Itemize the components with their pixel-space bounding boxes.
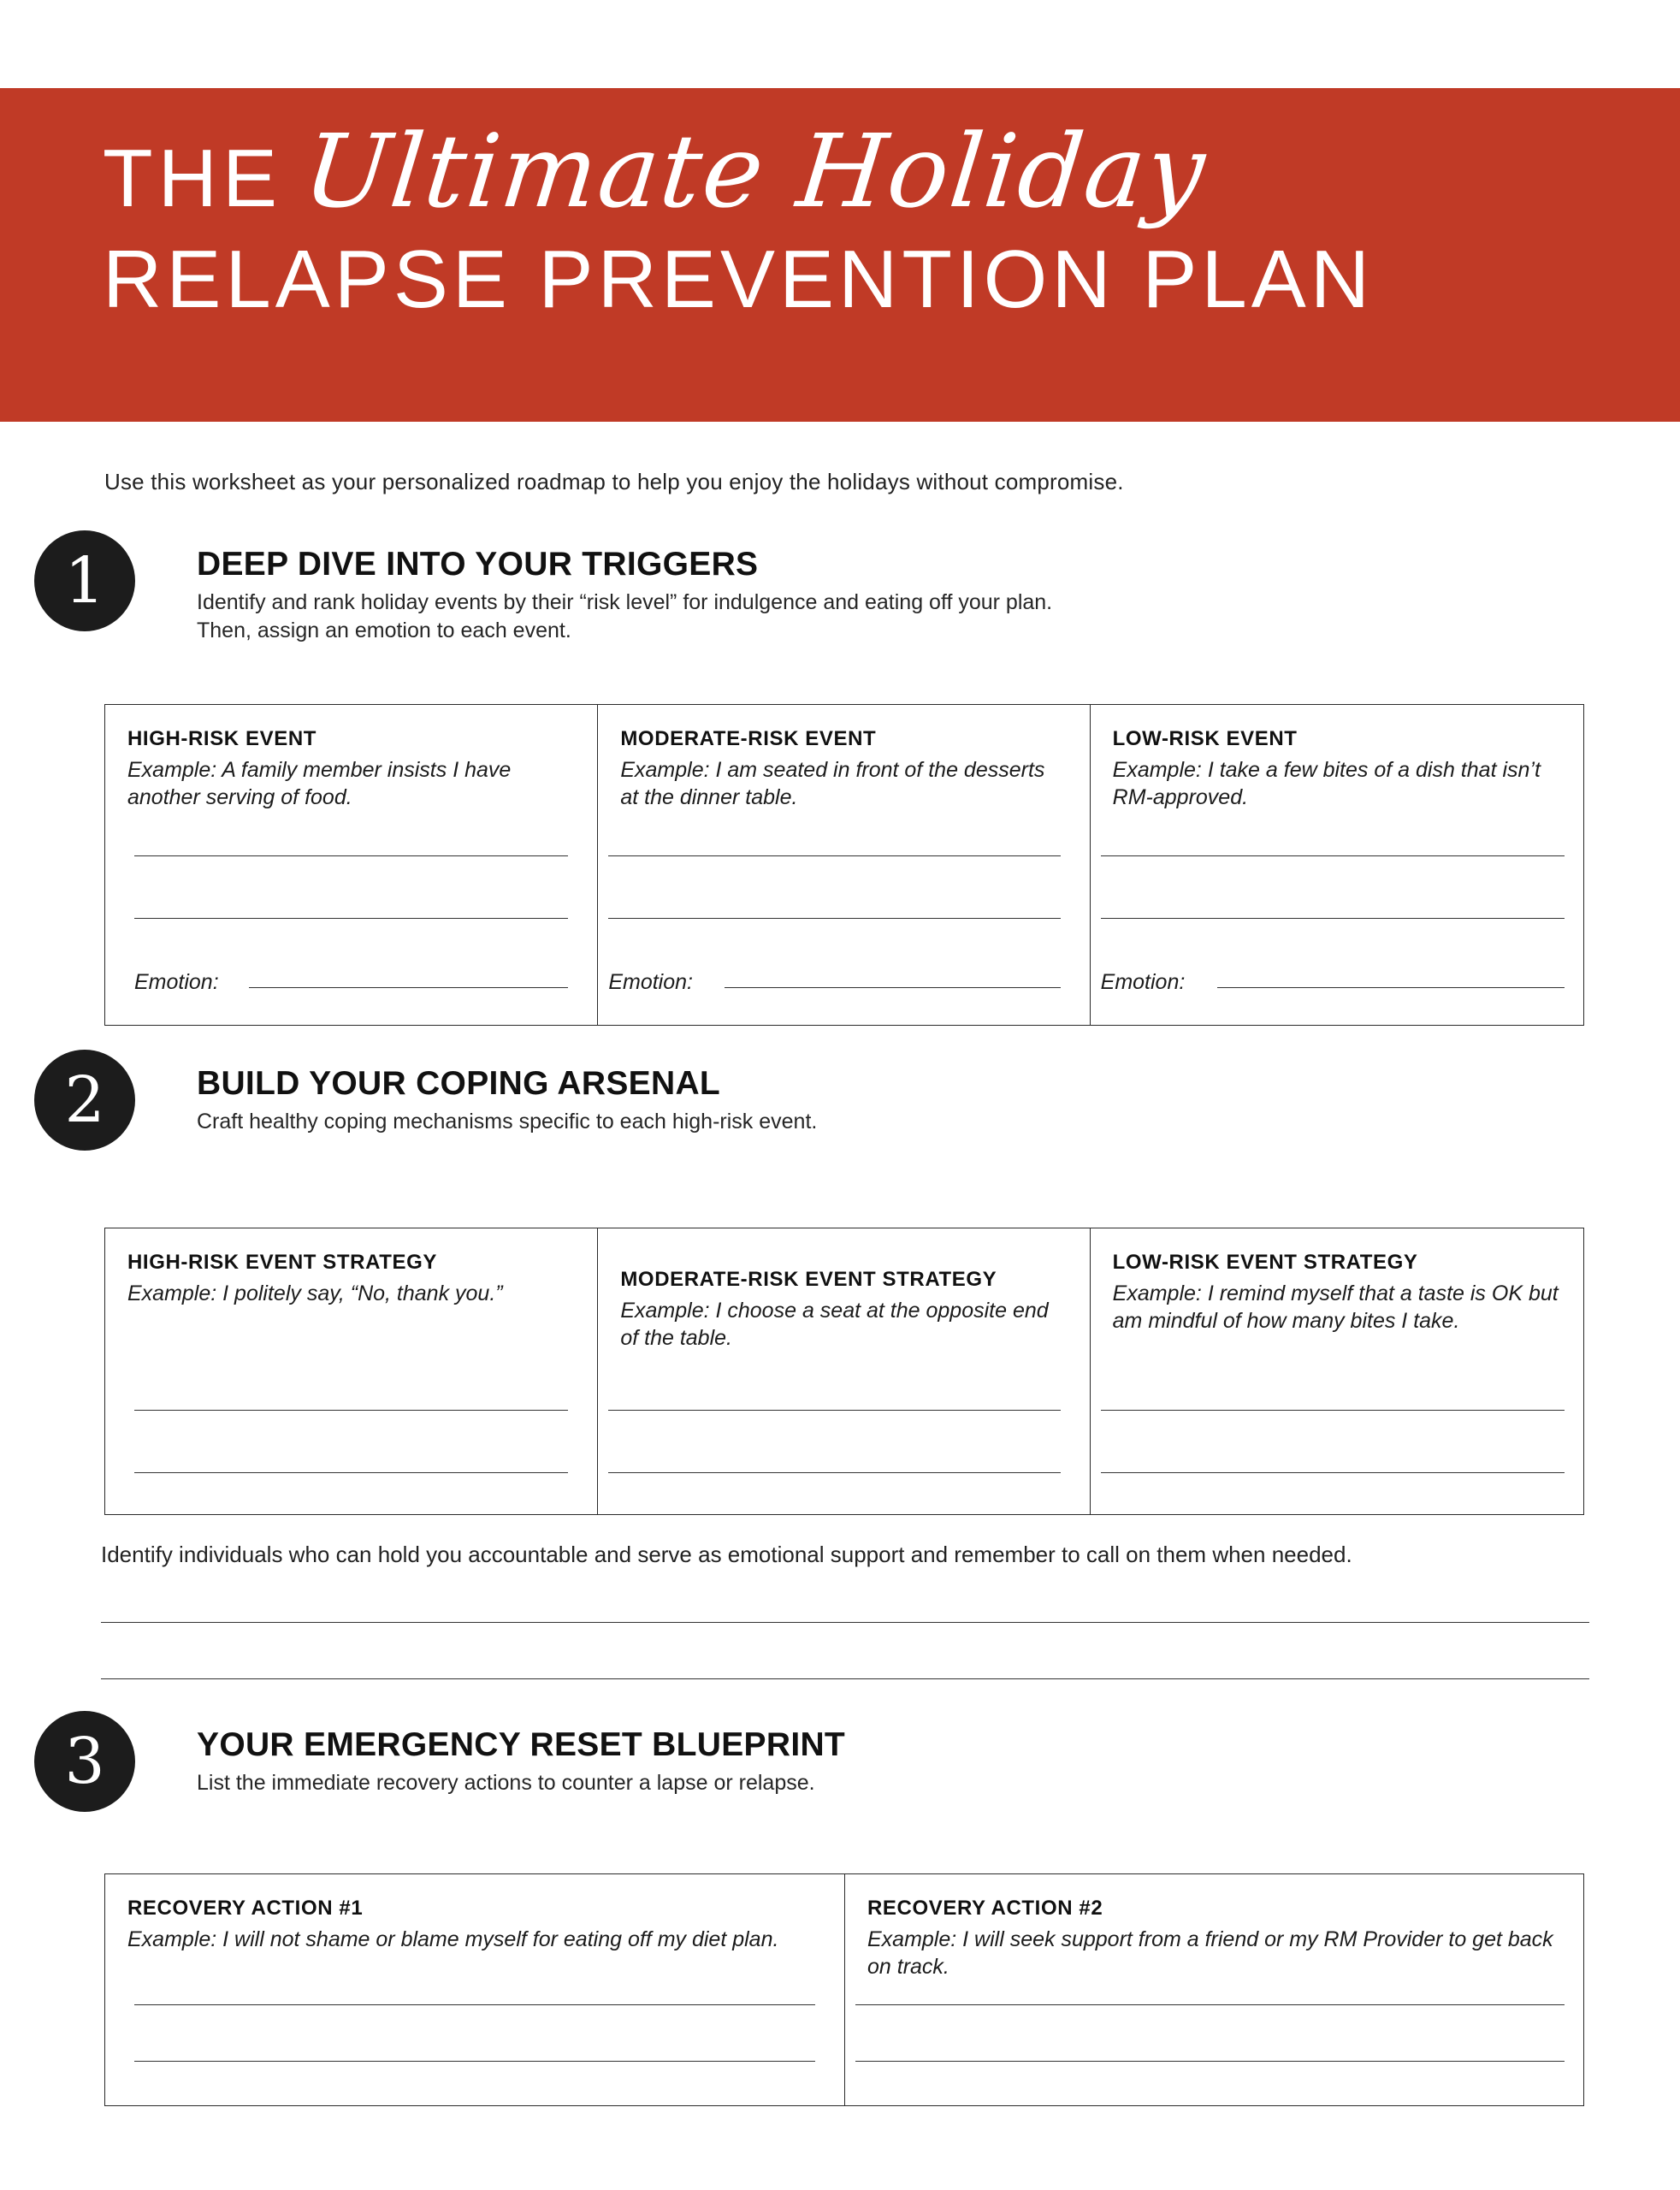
recovery-action-2-cell [844, 1874, 1583, 2105]
section-1-subtitle-line-1: Identify and rank holiday events by their “risk level” for indulgence and eating off your plan. [197, 590, 1053, 614]
section-1-box-row [104, 704, 1584, 1026]
recovery-action-1-title: RECOVERY ACTION #1 [127, 1897, 364, 1920]
recovery-action-1-example: Example: I will not shame or blame myself for eating off my diet plan. [127, 1927, 779, 1951]
low-risk-emotion-label: Emotion: [1100, 970, 1186, 994]
low-risk-strategy-example: Example: I remind myself that a taste is OK but am mindful of how many bites I take. [1112, 1281, 1559, 1333]
low-risk-write-line-2[interactable] [1101, 918, 1565, 919]
support-write-line-1[interactable] [101, 1622, 1589, 1623]
high-risk-strategy-line-2[interactable] [134, 1472, 568, 1473]
intro-text: Use this worksheet as your personalized roadmap to help you enjoy the holidays without compromise. [104, 469, 1124, 494]
section-2-number-badge: 2 [34, 1050, 135, 1151]
low-risk-event-example: Example: I take a few bites of a dish that isn’t RM-approved. [1112, 758, 1541, 809]
low-risk-strategy-cell [1090, 1228, 1583, 1514]
low-risk-write-line-1[interactable] [1101, 855, 1565, 856]
section-2-box-row [104, 1228, 1584, 1515]
low-risk-event-title: LOW-RISK EVENT [1112, 727, 1298, 750]
low-risk-emotion-line[interactable] [1217, 987, 1565, 988]
recovery-action-2-line-1[interactable] [855, 2004, 1565, 2005]
header-title-line-1 [103, 112, 1680, 230]
section-3-number-badge: 3 [34, 1711, 135, 1812]
support-write-line-2[interactable] [101, 1678, 1589, 1679]
high-risk-strategy-title: HIGH-RISK EVENT STRATEGY [127, 1251, 437, 1274]
high-risk-write-line-2[interactable] [134, 918, 568, 919]
moderate-risk-strategy-line-1[interactable] [608, 1410, 1060, 1411]
moderate-risk-event-cell [597, 705, 1089, 1025]
recovery-action-1-line-2[interactable] [134, 2061, 815, 2062]
moderate-risk-strategy-title: MODERATE-RISK EVENT STRATEGY [620, 1268, 997, 1291]
recovery-action-1-cell [105, 1874, 844, 2105]
header-title-line-2: RELAPSE PREVENTION PLAN [103, 234, 1375, 325]
high-risk-strategy-example: Example: I politely say, “No, thank you.” [127, 1281, 503, 1305]
section-2-title: BUILD YOUR COPING ARSENAL [197, 1065, 721, 1102]
header-title-script: Ultimate Holiday [298, 112, 1212, 230]
low-risk-strategy-line-2[interactable] [1101, 1472, 1565, 1473]
moderate-risk-emotion-line[interactable] [725, 987, 1060, 988]
high-risk-strategy-line-1[interactable] [134, 1410, 568, 1411]
moderate-risk-write-line-2[interactable] [608, 918, 1060, 919]
moderate-risk-emotion-label: Emotion: [608, 970, 693, 994]
section-3-box-row [104, 1873, 1584, 2106]
high-risk-event-title: HIGH-RISK EVENT [127, 727, 317, 750]
section-1-title: DEEP DIVE INTO YOUR TRIGGERS [197, 546, 759, 583]
section-3-title: YOUR EMERGENCY RESET BLUEPRINT [197, 1726, 846, 1763]
recovery-action-2-line-2[interactable] [855, 2061, 1565, 2062]
recovery-action-2-title: RECOVERY ACTION #2 [867, 1897, 1103, 1920]
header-title-prefix: THE [103, 133, 282, 224]
support-instructions: Identify individuals who can hold you accountable and serve as emotional support and remember to call on them when needed. [101, 1542, 1352, 1567]
section-3-subtitle [197, 1769, 1480, 1797]
high-risk-event-example: Example: A family member insists I have another serving of food. [127, 758, 512, 809]
moderate-risk-strategy-cell [597, 1228, 1089, 1514]
high-risk-write-line-1[interactable] [134, 855, 568, 856]
recovery-action-1-line-1[interactable] [134, 2004, 815, 2005]
moderate-risk-event-title: MODERATE-RISK EVENT [620, 727, 877, 750]
high-risk-event-cell [105, 705, 597, 1025]
moderate-risk-event-example: Example: I am seated in front of the desserts at the dinner table. [620, 758, 1045, 809]
section-1-subtitle [197, 589, 1480, 645]
section-1-subtitle-line-2: Then, assign an emotion to each event. [197, 619, 571, 642]
low-risk-strategy-line-1[interactable] [1101, 1410, 1565, 1411]
low-risk-strategy-title: LOW-RISK EVENT STRATEGY [1112, 1251, 1418, 1274]
high-risk-strategy-cell [105, 1228, 597, 1514]
page-header-banner [0, 88, 1680, 422]
high-risk-emotion-line[interactable] [249, 987, 568, 988]
moderate-risk-strategy-example: Example: I choose a seat at the opposite end of the table. [620, 1299, 1049, 1350]
section-2-subtitle [197, 1108, 1480, 1136]
high-risk-emotion-label: Emotion: [134, 970, 219, 994]
recovery-action-2-example: Example: I will seek support from a friend or my RM Provider to get back on track. [867, 1927, 1553, 1979]
moderate-risk-write-line-1[interactable] [608, 855, 1060, 856]
section-2-subtitle-line-1: Craft healthy coping mechanisms specific to each high-risk event. [197, 1110, 818, 1133]
section-3-subtitle-line-1: List the immediate recovery actions to counter a lapse or relapse. [197, 1771, 815, 1795]
low-risk-event-cell [1090, 705, 1583, 1025]
moderate-risk-strategy-line-2[interactable] [608, 1472, 1060, 1473]
section-1-number-badge: 1 [34, 530, 135, 631]
